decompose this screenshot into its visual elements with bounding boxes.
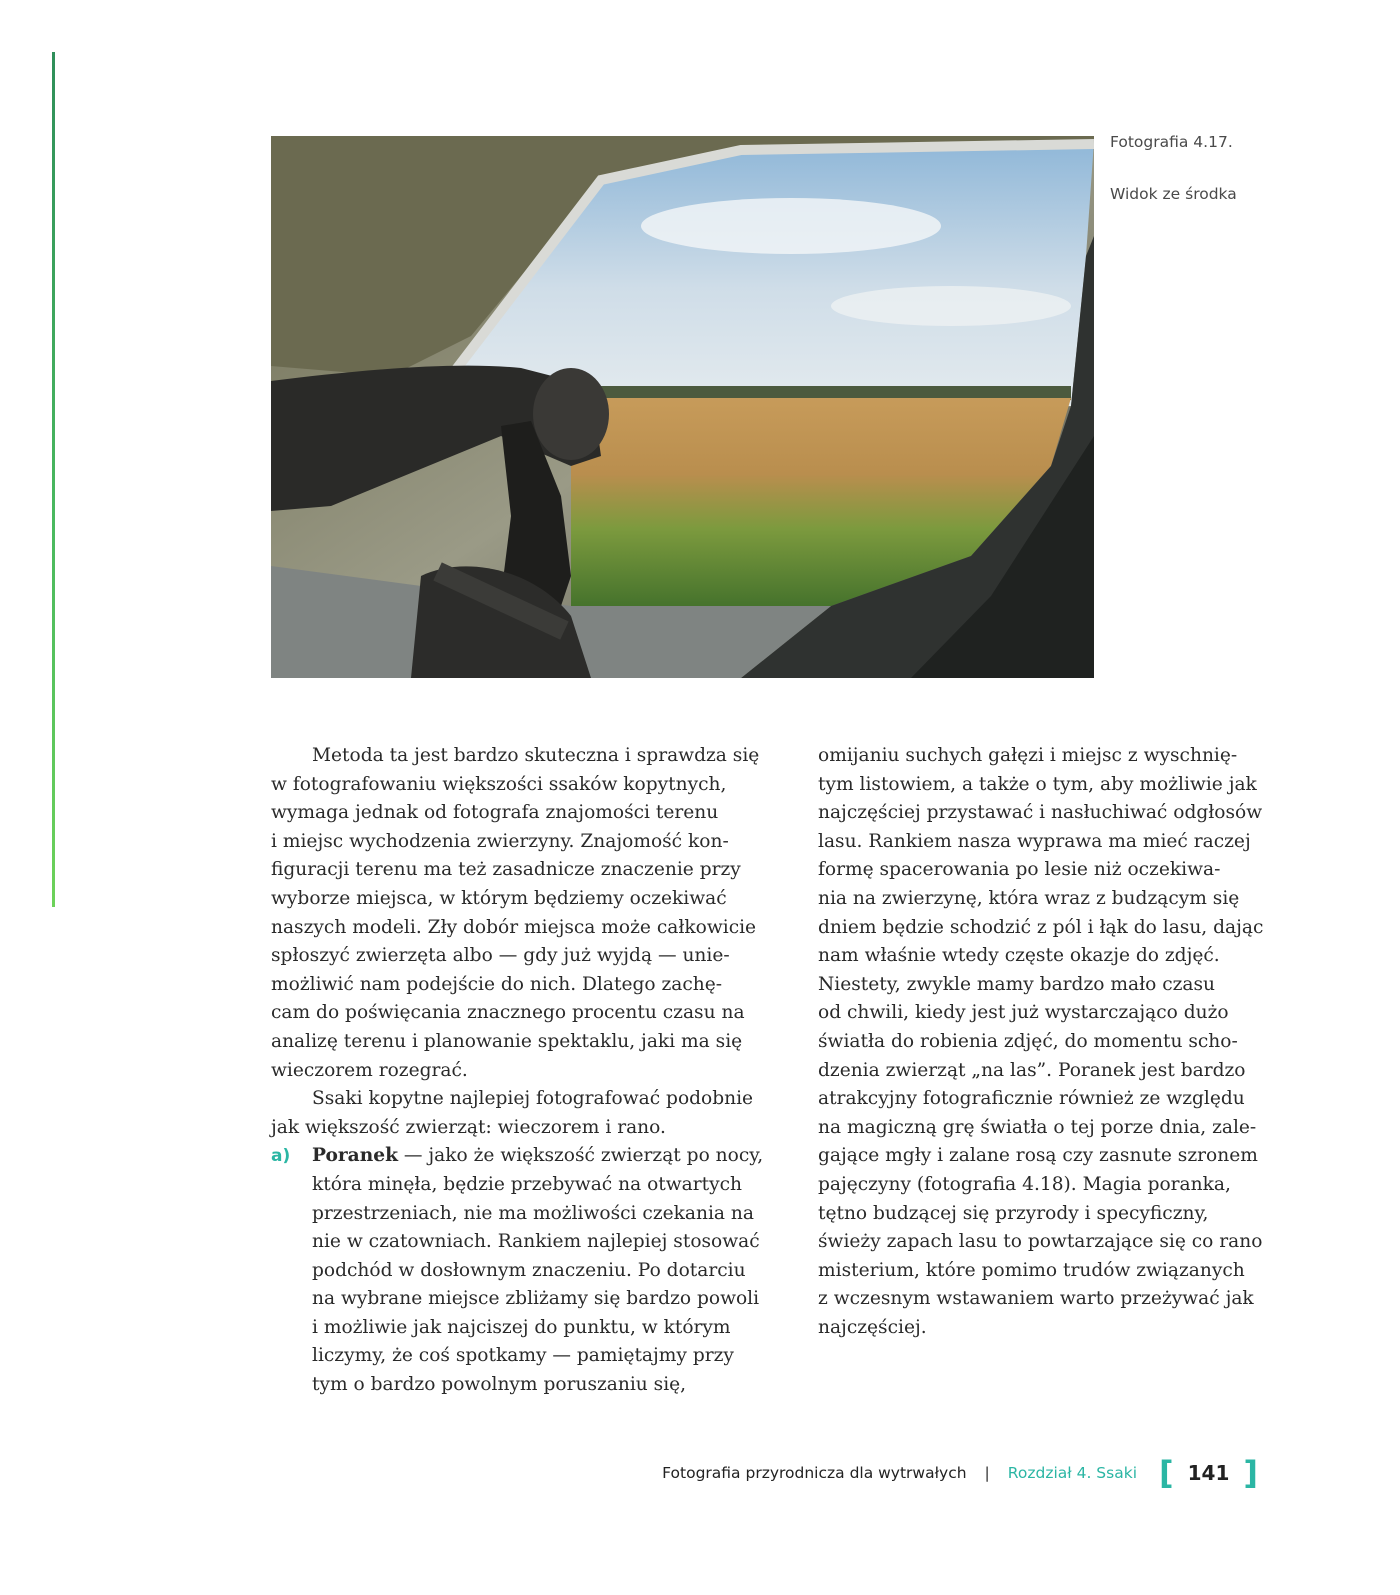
left-column bbox=[271, 742, 764, 1400]
text-line: możliwić nam podejście do nich. Dlatego zachę- bbox=[271, 973, 723, 995]
text-line: nam właśnie wtedy częste okazje do zdjęć. bbox=[818, 945, 1220, 967]
text-line: pajęczyny (fotografia 4.18). Magia poranka, bbox=[818, 1173, 1231, 1195]
caption-label: Fotografia 4.17. bbox=[1110, 133, 1233, 151]
text-line: która minęła, będzie przebywać na otwartych bbox=[312, 1173, 742, 1195]
text-line: Ssaki kopytne najlepiej fotografować podobnie bbox=[312, 1088, 754, 1110]
paragraph-continued bbox=[818, 742, 1263, 1342]
page-number: 141 bbox=[1187, 1461, 1230, 1485]
text-line: z wczesnym wstawaniem warto przeżywać jak bbox=[818, 1288, 1254, 1310]
text-line: tym listowiem, a także o tym, aby możliwie jak bbox=[818, 773, 1257, 795]
paragraph-2 bbox=[271, 1085, 756, 1142]
right-column bbox=[818, 742, 1263, 1342]
text-line: gające mgły i zalane rosą czy zasnute szronem bbox=[818, 1145, 1258, 1167]
text-line: formę spacerowania po lesie niż oczekiwa- bbox=[818, 859, 1221, 881]
footer-book-title: Fotografia przyrodnicza dla wytrwałych bbox=[662, 1464, 967, 1482]
text-line: jak większość zwierząt: wieczorem i rano. bbox=[271, 1116, 666, 1138]
text-line: naszych modeli. Zły dobór miejsca może całkowicie bbox=[271, 916, 757, 938]
text-line: na magiczną grę światła o tej porze dnia, zale- bbox=[818, 1116, 1257, 1138]
text-line: wyborze miejsca, w którym będziemy oczekiwać bbox=[271, 887, 727, 909]
text-line: na wybrane miejsce zbliżamy się bardzo powoli bbox=[312, 1288, 760, 1310]
list-item-morning bbox=[271, 1142, 764, 1399]
item-first-line: — jako że większość zwierząt po nocy, bbox=[397, 1145, 764, 1167]
item-term: Poranek bbox=[312, 1145, 398, 1167]
text-line: światła do robienia zdjęć, do momentu scho- bbox=[818, 1030, 1238, 1052]
text-line: przestrzeniach, nie ma możliwości czekania na bbox=[312, 1202, 754, 1224]
text-line: liczymy, że coś spotkamy — pamiętajmy przy bbox=[312, 1345, 734, 1367]
text-line: wieczorem rozegrać. bbox=[271, 1059, 468, 1081]
text-line: najczęściej. bbox=[818, 1316, 927, 1338]
list-marker: a) bbox=[271, 1146, 291, 1167]
text-line: nie w czatowniach. Rankiem najlepiej stosować bbox=[312, 1231, 760, 1253]
text-line: podchód w dosłownym znaczeniu. Po dotarciu bbox=[312, 1259, 746, 1281]
text-line: dniem będzie schodzić z pól i łąk do lasu, dając bbox=[818, 916, 1264, 938]
page-number-bracket-open: [ bbox=[1159, 1454, 1174, 1492]
side-accent-bar bbox=[52, 52, 55, 907]
text-line: tym o bardzo powolnym poruszaniu się, bbox=[312, 1374, 687, 1396]
text-line: misterium, które pomimo trudów związanych bbox=[818, 1259, 1245, 1281]
text-line: wymaga jednak od fotografa znajomości terenu bbox=[271, 802, 719, 824]
text-line: najczęściej przystawać i nasłuchiwać odgłosów bbox=[818, 802, 1263, 824]
page-number-bracket-close: ] bbox=[1243, 1454, 1258, 1492]
text-line: i miejsc wychodzenia zwierzyny. Znajomość kon- bbox=[271, 830, 729, 852]
text-line: figuracji terenu ma też zasadnicze znaczenie przy bbox=[271, 859, 741, 881]
text-line: Metoda ta jest bardzo skuteczna i sprawdza się bbox=[312, 745, 760, 766]
text-line: dzenia zwierząt „na las”. Poranek jest bardzo bbox=[818, 1059, 1246, 1081]
text-line: nia na zwierzynę, która wraz z budzącym się bbox=[818, 887, 1240, 909]
footer-separator: | bbox=[984, 1464, 990, 1482]
text-line: lasu. Rankiem nasza wyprawa ma mieć raczej bbox=[818, 830, 1251, 852]
photo-illustration bbox=[271, 136, 1094, 678]
text-line: tętno budzącej się przyrody i specyficzny, bbox=[818, 1202, 1209, 1224]
text-line: cam do poświęcania znacznego procentu czasu na bbox=[271, 1002, 745, 1024]
text-line: atrakcyjny fotograficznie również ze względu bbox=[818, 1088, 1245, 1110]
footer-chapter: Rozdział 4. Ssaki bbox=[1007, 1464, 1137, 1482]
photo-caption bbox=[1110, 132, 1380, 204]
text-line: od chwili, kiedy jest już wystarczająco dużo bbox=[818, 1002, 1229, 1024]
text-line: i możliwie jak najciszej do punktu, w którym bbox=[312, 1316, 731, 1338]
text-line bbox=[312, 1142, 764, 1171]
caption-text: Widok ze środka bbox=[1110, 185, 1237, 203]
page-footer bbox=[662, 1455, 1258, 1491]
text-line: omijaniu suchych gałęzi i miejsc z wyschnię- bbox=[818, 745, 1238, 766]
text-line: świeży zapach lasu to powtarzające się co rano bbox=[818, 1231, 1263, 1253]
paragraph-1 bbox=[271, 742, 760, 1085]
text-line: spłoszyć zwierzęta albo — gdy już wyjdą — unie- bbox=[271, 945, 730, 967]
text-line: w fotografowaniu większości ssaków kopytnych, bbox=[271, 773, 727, 795]
text-line: analizę terenu i planowanie spektaklu, jaki ma się bbox=[271, 1030, 743, 1052]
photo-tent-view bbox=[271, 136, 1094, 678]
text-line: Niestety, zwykle mamy bardzo mało czasu bbox=[818, 973, 1216, 995]
